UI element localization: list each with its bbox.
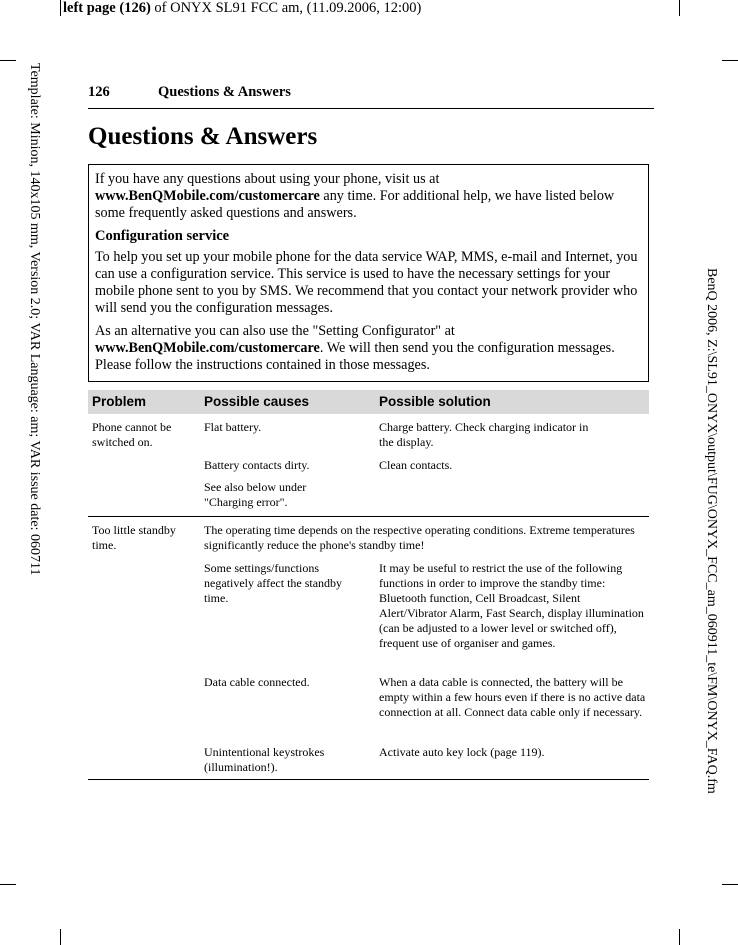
- note-cell: The operating time depends on the respective operating conditions. Extreme temperatures significantly reduce the phone's standby time!: [204, 523, 635, 552]
- header-problem: Problem: [92, 394, 147, 409]
- crop-mark: [722, 60, 738, 61]
- page-number: 126: [88, 84, 110, 100]
- intro-text: any time. For additional help, we have listed below some frequently asked questions and answers.: [95, 188, 615, 221]
- solution-cell: When a data cable is connected, the battery will be empty within a few hours even if there is no active data connection at all. Connect data cable only if necessary.: [379, 675, 646, 719]
- intro-box: [88, 164, 649, 382]
- config-subheading: Configuration service: [95, 228, 230, 244]
- running-head-info: of ONYX SL91 FCC am, (11.09.2006, 12:00): [150, 0, 422, 16]
- config-paragraph: To help you set up your mobile phone for the data service WAP, MMS, e-mail and Internet, you can use a configuration service. This service is used to have the necessary settings for your mobile phone sent to you by SMS. We recommend that you contact your network provider who will send you the configuration messages.: [95, 249, 638, 316]
- cause-cell: Data cable connected.: [204, 675, 310, 689]
- intro-paragraph: [95, 171, 642, 222]
- crop-mark: [679, 929, 680, 945]
- table-row-group: [88, 414, 649, 517]
- section-title: Questions & Answers: [158, 84, 291, 100]
- running-head-page: left page (126): [63, 0, 151, 16]
- table-row-group: [88, 517, 649, 780]
- solution-cell: It may be useful to restrict the use of the following functions in order to improve the standby time: Bluetooth function, Cell Broadcast, Silent Alert/Vibrator Alarm, Fast Search, display illumination (can be adjusted to a lower level or switched off), frequent use of organiser and games.: [379, 561, 644, 650]
- problem-cell: Too little standby time.: [92, 523, 176, 552]
- cause-cell: Some settings/functions negatively affect the standby time.: [204, 561, 343, 605]
- crop-mark: [60, 0, 61, 16]
- customercare-link[interactable]: www.BenQMobile.com/customercare: [95, 340, 320, 356]
- header-solution: Possible solution: [379, 394, 491, 409]
- crop-mark: [0, 60, 16, 61]
- customercare-link[interactable]: www.BenQMobile.com/customercare: [95, 188, 320, 204]
- page-title: Questions & Answers: [88, 123, 318, 150]
- header-causes: Possible causes: [204, 394, 310, 409]
- page-header: [88, 82, 654, 109]
- problem-cell: Phone cannot be switched on.: [92, 420, 172, 449]
- file-path: BenQ 2006, Z:\SL91_ONYX\output\FUG\ONYX_FCC_am_060911_te\FM\ONYX_FAQ.fm: [704, 268, 719, 794]
- faq-table: [88, 390, 649, 780]
- crop-mark: [60, 929, 61, 945]
- solution-cell: Charge battery. Check charging indicator in the display.: [379, 420, 589, 449]
- table-header: [88, 390, 649, 414]
- alternative-paragraph: [95, 323, 642, 374]
- running-head: [63, 0, 421, 17]
- solution-cell: Clean contacts.: [379, 458, 453, 472]
- alt-text: . We will then send you the configuration messages. Please follow the instructions contained in those messages.: [95, 340, 615, 373]
- crop-mark: [679, 0, 680, 16]
- intro-text: If you have any questions about using your phone, visit us at: [95, 171, 440, 187]
- alt-text: As an alternative you can also use the "Setting Configurator" at: [95, 323, 455, 339]
- cause-cell: Battery contacts dirty.: [204, 458, 310, 472]
- template-info: Template: Minion, 140x105 mm, Version 2.0; VAR Language: am; VAR issue date: 060711: [27, 63, 42, 576]
- cause-cell: Flat battery.: [204, 420, 262, 434]
- cause-cell: Unintentional keystrokes (illumination!).: [204, 745, 325, 774]
- cause-cell: See also below under "Charging error".: [204, 480, 307, 509]
- crop-mark: [722, 884, 738, 885]
- solution-cell: Activate auto key lock (page 119).: [379, 745, 545, 759]
- crop-mark: [0, 884, 16, 885]
